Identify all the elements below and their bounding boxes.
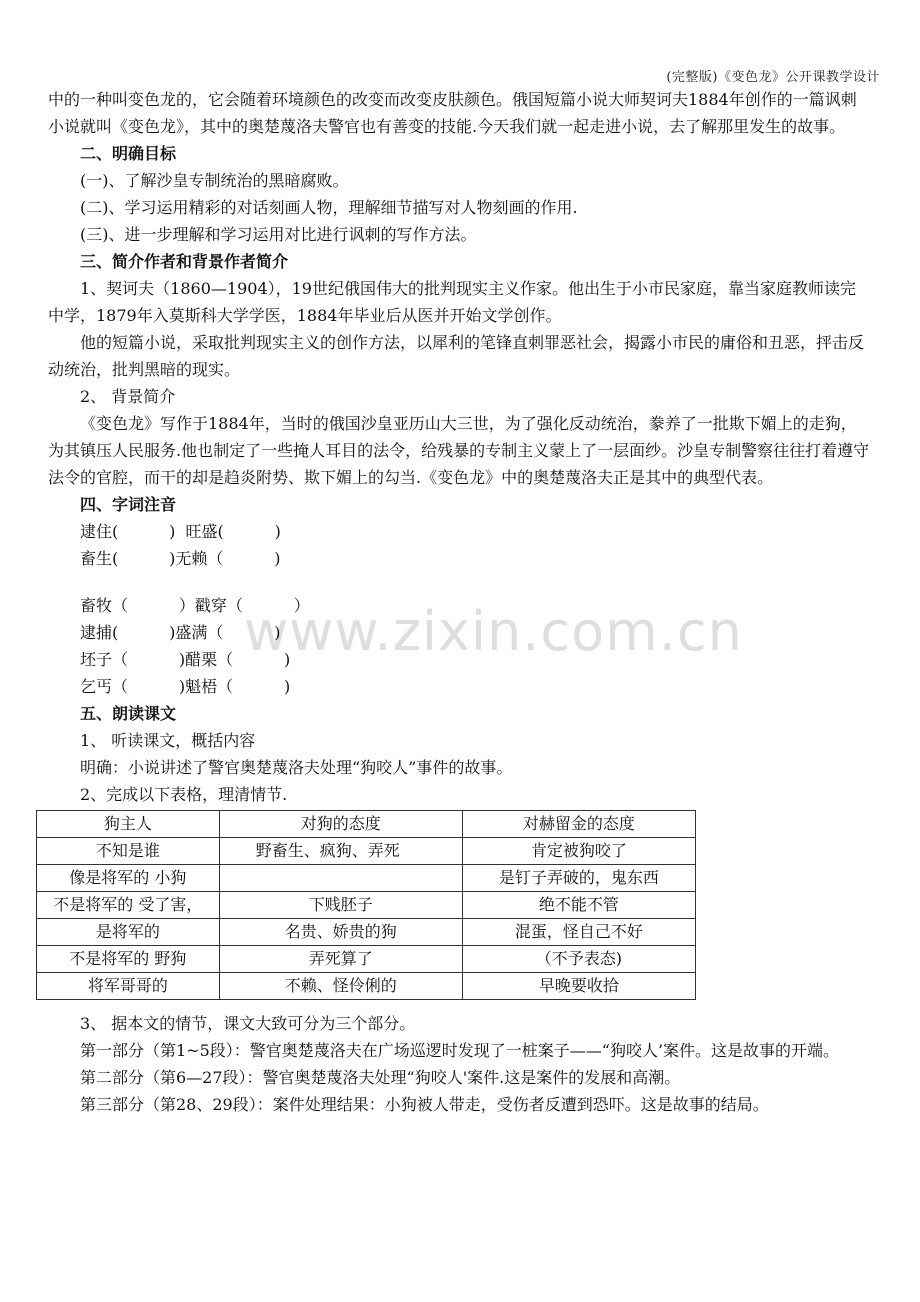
vocab-row: 坯子（ )醋栗（ ) [80,650,291,669]
goal-item: (三)、进一步理解和学习运用对比进行讽刺的写作方法。 [80,225,477,244]
table-cell: 将军哥哥的 [37,973,220,1000]
watermark: www.zixin.com.cn [244,600,743,663]
section-2-title: 二、明确目标 [80,144,177,163]
author-works-paragraph: 他的短篇小说，采取批判现实主义的创作方法，以犀利的笔锋直刺罪恶社会，揭露小市民的庸俗和丑恶，抨击反动统治，批判黑暗的现实。 [48,333,865,379]
vocab-row: 畜牧（ ）戳穿（ ） [80,596,310,615]
table-header: 对狗的态度 [219,811,462,838]
vocab-row: 逮捕( )盛满（ ) [80,623,281,642]
table-row [37,946,696,973]
table-cell: 是将军的 [37,919,220,946]
section-4-title: 四、字词注音 [80,495,177,514]
author-paragraph: 1、契诃夫（1860—1904），19世纪俄国伟大的批判现实主义作家。他出生于小市民家庭，靠当家庭教师读完中学，1879年入莫斯科大学学医，1884年毕业后从医并开始文学创作。 [48,279,856,325]
reading-task-1: 1、 听读课文，概括内容 [80,731,256,750]
table-cell [219,865,462,892]
table-header: 狗主人 [37,811,220,838]
table-cell: 下贱胚子 [219,892,462,919]
table-cell: 弄死算了 [219,946,462,973]
table-cell: 混蛋，怪自己不好 [462,919,695,946]
table-header-row [37,811,696,838]
structure-intro: 3、 据本文的情节，课文大致可分为三个部分。 [80,1014,416,1033]
table-cell: 名贵、娇贵的狗 [219,919,462,946]
table-cell: 不赖、怪伶俐的 [219,973,462,1000]
vocab-list [48,518,870,700]
table-row [37,973,696,1000]
table-row [37,865,696,892]
page-header: (完整版)《变色龙》公开课教学设计 [666,70,880,85]
table-cell: 野畜生、疯狗、弄死 [219,838,462,865]
intro-paragraph: 中的一种叫变色龙的，它会随着环境颜色的改变而改变皮肤颜色。俄国短篇小说大师契诃夫1884年创作的一篇讽刺小说就叫《变色龙》，其中的奥楚蔑洛夫警官也有善变的技能.今天我们就一起走进小说，去了解那里发生的故事。 [48,90,857,136]
table-row [37,838,696,865]
vocab-gap [48,572,870,592]
reading-task-2: 2、完成以下表格，理清情节. [80,785,288,804]
goal-item: (二)、学习运用精彩的对话刻画人物，理解细节描写对人物刻画的作用. [80,198,578,217]
vocab-row: 畜生( )无赖（ ) [80,549,281,568]
reading-answer-1: 明确：小说讲述了警官奥楚蔑洛夫处理“狗咬人”事件的故事。 [80,758,513,777]
vocab-row: 逮住( ) 旺盛( ) [80,522,281,541]
table-row [37,919,696,946]
background-heading: 2、 背景简介 [80,387,176,406]
table-cell: 绝不能不管 [462,892,695,919]
plot-table [36,810,696,1000]
background-paragraph: 《变色龙》写作于1884年，当时的俄国沙皇亚历山大三世，为了强化反动统治，豢养了一批欺下媚上的走狗，为其镇压人民服务.他也制定了一些掩人耳目的法令，给残暴的专制主义蒙上了一层面纱。沙皇专制警察往往打着遵守法令的官腔，而干的却是趋炎附势、欺下媚上的勾当.《变色龙》中的奥楚蔑洛夫正是其中的典型代表。 [48,414,870,487]
table-cell: （不予表态) [462,946,695,973]
section-5-title: 五、朗读课文 [80,704,177,723]
vocab-row: 乞丐（ )魁梧（ ) [80,677,291,696]
table-row [37,892,696,919]
table-cell: 不是将军的 受了害， [37,892,220,919]
table-cell: 早晚要收拾 [462,973,695,1000]
structure-part-2: 第二部分（第6—27段）：警官奥楚蔑洛夫处理“狗咬人'案件.这是案件的发展和高潮。 [80,1068,681,1087]
structure-part-3: 第三部分（第28、29段）：案件处理结果：小狗被人带走，受伤者反遭到恐吓。这是故事的结局。 [80,1095,769,1114]
goal-item: (一)、了解沙皇专制统治的黑暗腐败。 [80,171,349,190]
table-cell: 不知是谁 [37,838,220,865]
section-3-title: 三、简介作者和背景作者简介 [80,252,289,271]
table-cell: 像是将军的 小狗 [37,865,220,892]
table-cell: 不是将军的 野狗 [37,946,220,973]
table-cell: 肯定被狗咬了 [462,838,695,865]
table-cell: 是钉子弄破的，鬼东西 [462,865,695,892]
table-header: 对赫留金的态度 [462,811,695,838]
structure-part-1: 第一部分（第1~5段）：警官奥楚蔑洛夫在广场巡逻时发现了一桩案子——“狗咬人’案件。这是故事的开端。 [80,1041,840,1060]
document-body [48,86,870,1118]
